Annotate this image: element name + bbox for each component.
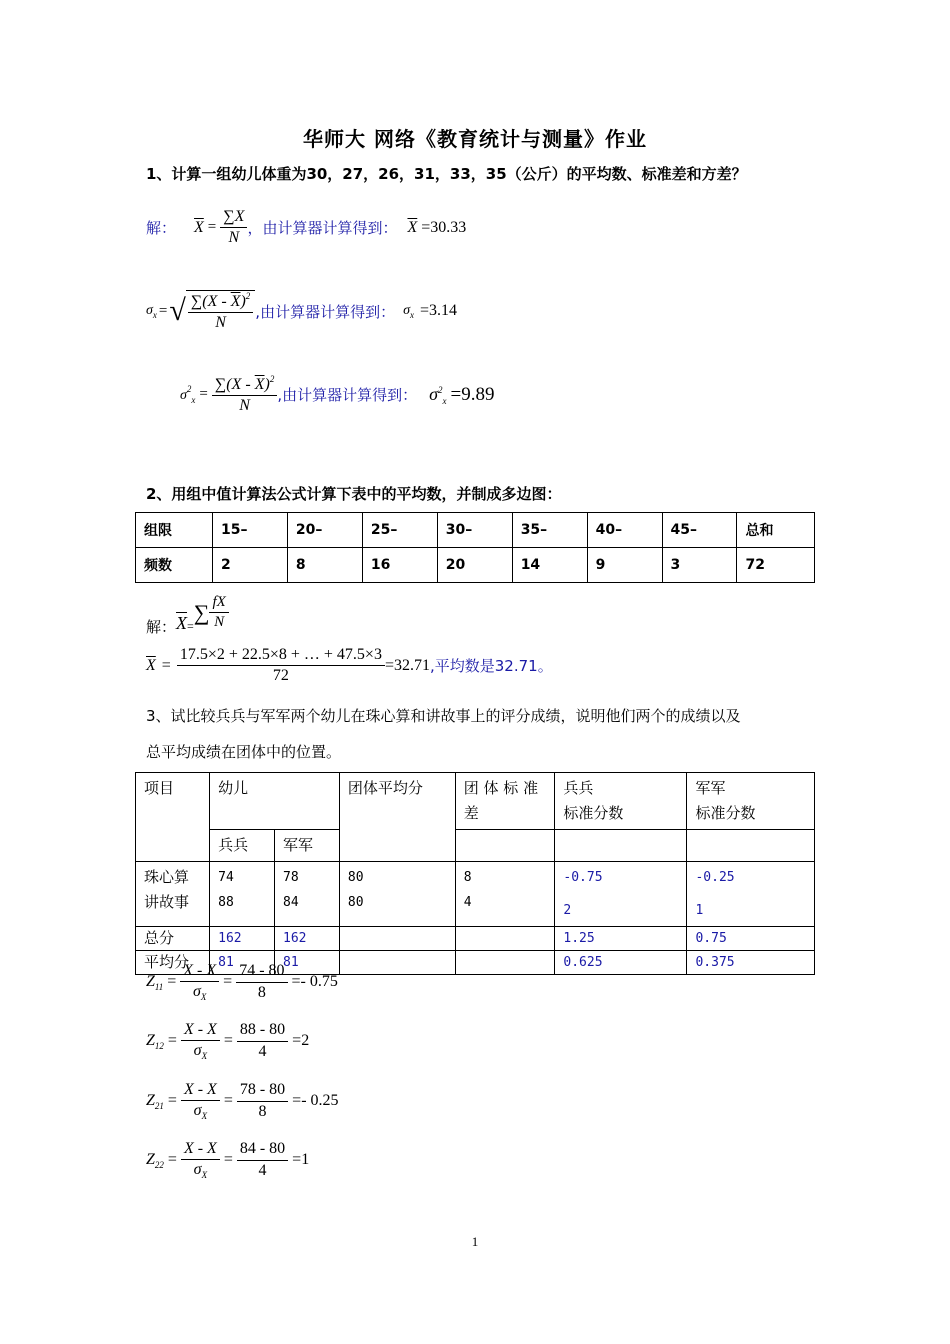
x-var: X [234,208,245,225]
question-3-line2: 总平均成绩在团体中的位置。 [146,743,342,761]
sigma-x-2: $\sigma_x$ [403,302,414,320]
question-1: 1、计算一组幼儿体重为30，27，26，31，33，35（公斤）的平均数、标准差和方差？ [146,165,747,183]
header-junjun: 军军 [275,830,340,862]
junjun-scores: 78 84 [275,862,340,927]
page-number: 1 [471,1234,479,1249]
table-cell: 45– [662,513,737,548]
junjun-z-scores: -0.25 1 [687,862,815,927]
q2-formula [146,588,229,637]
header-group-sd: 团 体 标 准 差 [455,773,555,830]
bingbing-scores: 74 88 [210,862,275,927]
solution-label: 解： [146,618,177,636]
q1-mean-line [146,208,466,248]
var-result: =9.89 [450,383,495,405]
var-formula: $\frac{\sum(X - \overline{X})^2}{N}$ [212,374,277,416]
x-bar: $\overline{X}$ [194,218,204,236]
table-row [136,927,815,951]
avg-label: 平均分 [136,951,210,975]
table-cell: 16 [362,548,437,583]
equals: = [158,302,168,319]
equals: = [207,219,217,236]
table-cell: 8 [287,548,362,583]
q1-var-line [180,374,494,416]
table-cell [339,951,455,975]
calc-text: ,由计算器计算得到： [255,302,396,321]
z-formula-12: $Z_{12}$ = $\frac{X - X}{\sigma_X}$ = $\frac{88 - 80}{4}$ =2 [146,1021,310,1062]
scores-table [135,772,815,975]
header-item: 项目 [136,773,210,862]
table-cell: 15– [213,513,288,548]
calc-text: ，由计算器计算得到： [247,219,398,238]
sum-symbol: ∑ [223,208,235,225]
solution-label: 解： [146,219,177,238]
table-cell: 9 [587,548,662,583]
header-junjun-z: 军军 标准分数 [687,773,815,830]
result: =32.71 [384,656,430,674]
header-bingbing-z: 兵兵 标准分数 [555,773,687,830]
sqrt-sign: √ [169,294,186,328]
table-cell: 40– [587,513,662,548]
table-cell [455,927,555,951]
table-cell: 81 [210,951,275,975]
table-cell: 72 [737,548,815,583]
n-var: N [228,229,240,247]
z-formula-22: $Z_{22}$ = $\frac{X - X}{\sigma_X}$ = $\frac{84 - 80}{4}$ =1 [146,1140,310,1181]
equals: = [161,656,171,674]
table-cell [455,830,555,862]
header-child: 幼儿 [210,773,340,830]
table-row [136,548,815,583]
denominator: 72 [272,667,289,685]
table-cell: 81 [275,951,340,975]
q2-calc [146,646,553,686]
table-cell: 20– [287,513,362,548]
group-means: 80 80 [339,862,455,927]
table-cell: 35– [512,513,587,548]
table-cell: 总和 [737,513,815,548]
header-bingbing: 兵兵 [210,830,275,862]
table-cell: 1.25 [555,927,687,951]
table-cell: 3 [662,548,737,583]
mean-formula [220,208,247,248]
table-cell: 0.75 [687,927,815,951]
sigma-sq-x: $\sigma^2_x$ [180,384,196,406]
q1-sd-line [146,290,457,333]
z-formula-21: $Z_{21}$ = $\frac{X - X}{\sigma_X}$ = $\frac{78 - 80}{8}$ =- 0.25 [146,1081,339,1122]
equals: = [199,386,208,403]
z-formula-11: $Z_{11}$ = $\frac{X - X}{\sigma_X}$ = $\frac{74 - 80}{8}$ =- 0.75 [146,962,338,1003]
table-row [136,830,815,862]
table-cell [555,830,687,862]
sigma-sq-x-2: $\sigma^2_x$ [429,383,447,406]
mean-result: =30.33 [421,218,467,236]
table-cell: 20 [437,548,512,583]
bingbing-z-scores: -0.75 2 [555,862,687,927]
table-cell: 162 [210,927,275,951]
sd-result: =3.14 [419,302,458,320]
grouped-mean-formula: $\frac{fX}{N}$ [209,594,228,632]
table-cell: 2 [213,548,288,583]
table-cell [455,951,555,975]
table-cell: 组限 [136,513,213,548]
table-cell: 0.375 [687,951,815,975]
sum-symbol: ∑ [193,599,210,625]
table-cell: 162 [275,927,340,951]
page-title: 华师大 网络《教育统计与测量》作业 [303,127,647,151]
equals: = [187,619,194,633]
table-cell: 0.625 [555,951,687,975]
question-2: 2、用组中值计算法公式计算下表中的平均数，并制成多边图： [146,485,562,503]
numerator: 17.5×2 + 22.5×8 + … + 47.5×3 [177,646,385,666]
header-group-mean: 团体平均分 [339,773,455,862]
frequency-table [135,512,815,583]
calc-fraction [177,646,385,686]
table-row [136,862,815,927]
sqrt-body [186,290,255,333]
table-cell: 频数 [136,548,213,583]
table-row [136,773,815,830]
table-row [136,513,815,548]
calc-text: ,由计算器计算得到： [277,386,418,405]
table-cell: 30– [437,513,512,548]
sigma-x: $\sigma_x$ [146,302,157,320]
table-cell: 25– [362,513,437,548]
row-labels: 珠心算 讲故事 [136,862,210,927]
total-label: 总分 [136,927,210,951]
group-sds: 8 4 [455,862,555,927]
table-cell [687,830,815,862]
table-cell [339,927,455,951]
table-cell: 14 [512,548,587,583]
sd-formula: $\frac{\sum(X - \overline{X})^2}{N}$ [188,291,253,333]
x-bar-2: $\overline{X}$ [407,218,418,236]
x-bar: $\overline{X}$ [176,613,188,633]
question-3-line1: 3、试比较兵兵与军军两个幼儿在珠心算和讲故事上的评分成绩，说明他们两个的成绩以及 [146,707,741,725]
x-bar: $\overline{X}$ [146,656,156,674]
conclusion: ,平均数是32.71。 [429,657,553,676]
